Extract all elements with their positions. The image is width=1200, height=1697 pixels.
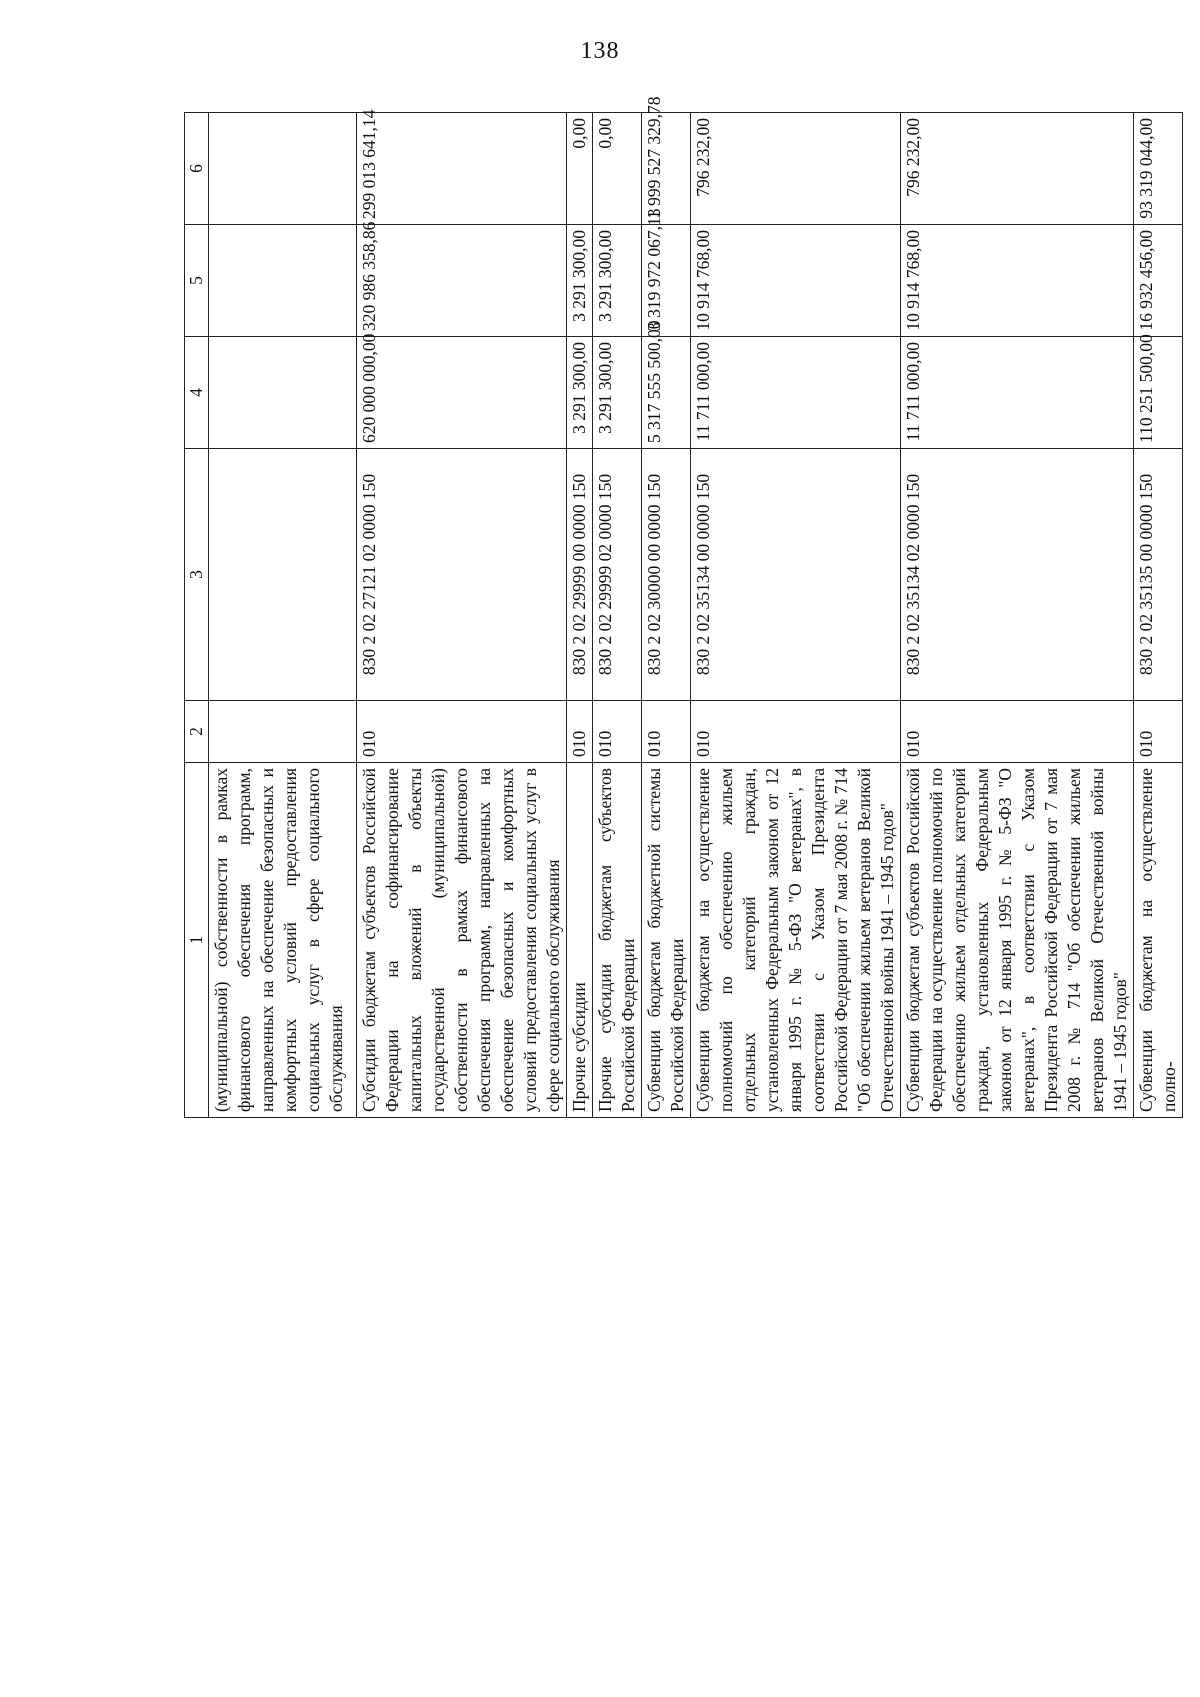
row-code: 010 [593, 701, 642, 763]
row-value-5 [209, 225, 357, 337]
row-code [209, 701, 357, 763]
row-value-6: 299 013 641,14 [357, 113, 567, 225]
row-kbk: 830 2 02 30000 00 0000 150 [642, 449, 691, 701]
table-row [567, 113, 593, 1118]
row-code: 010 [642, 701, 691, 763]
table-row [1134, 113, 1183, 1118]
table-header-row [185, 113, 209, 1118]
row-code: 010 [901, 701, 1134, 763]
row-name: Прочие субсидии [567, 763, 593, 1118]
column-header: 2 [185, 701, 209, 763]
row-name: Субвенции бюджетам бюджетной системы Российской Федерации [642, 763, 691, 1118]
budget-table [184, 96, 1183, 1118]
row-kbk: 830 2 02 35134 00 0000 150 [691, 449, 901, 701]
row-value-4: 5 317 555 500,00 [642, 337, 691, 449]
row-value-5: 10 914 768,00 [901, 225, 1134, 337]
row-kbk [209, 449, 357, 701]
row-name: Прочие субсидии бюджетам субъектов Российской Федерации [593, 763, 642, 1118]
table-row [691, 113, 901, 1118]
page-number: 138 [580, 38, 620, 64]
row-value-4: 11 711 000,00 [901, 337, 1134, 449]
rotated-table-wrapper [184, 96, 1179, 1118]
row-value-4: 3 291 300,00 [567, 337, 593, 449]
row-value-4: 11 711 000,00 [691, 337, 901, 449]
column-header: 4 [185, 337, 209, 449]
row-value-5: 320 986 358,86 [357, 225, 567, 337]
row-value-5: 16 932 456,00 [1134, 225, 1183, 337]
table-row [642, 113, 691, 1118]
row-kbk: 830 2 02 27121 02 0000 150 [357, 449, 567, 701]
row-value-6: 0,00 [593, 113, 642, 225]
row-value-4 [209, 337, 357, 449]
row-code: 010 [1134, 701, 1183, 763]
row-code: 010 [567, 701, 593, 763]
column-header: 3 [185, 449, 209, 701]
row-value-6: 93 319 044,00 [1134, 113, 1183, 225]
row-value-6 [209, 113, 357, 225]
row-code: 010 [357, 701, 567, 763]
column-header: 6 [185, 113, 209, 225]
row-value-5: 3 291 300,00 [567, 225, 593, 337]
row-value-6: 1 999 527 329,78 [642, 113, 691, 225]
row-name: Субвенции бюджетам субъектов Российской Федерации на осуществление полномочий по обеспечению жильем отдельных категорий граждан, установленных Федеральным законом от 12 января 1995 г. № 5-ФЗ "О ветеранах", в соответствии с Указом Президента Российской Федерации от 7 мая 2008 г. № 714 "Об обеспечении жильем ветеранов Великой Отечественной войны 1941 – 1945 годов" [901, 763, 1134, 1118]
row-value-4: 3 291 300,00 [593, 337, 642, 449]
row-name: Субсидии бюджетам субъектов Российской Федерации на софинансирование капитальных вложений в объекты государственной (муниципальной) собственности в рамках финансового обеспечения программ, направленных на обеспечение безопасных и комфортных условий предоставления социальных услуг в сфере социального обслуживания [357, 763, 567, 1118]
row-kbk: 830 2 02 29999 02 0000 150 [593, 449, 642, 701]
row-value-5: 3 319 972 067,13 [642, 225, 691, 337]
row-code: 010 [691, 701, 901, 763]
row-value-6: 796 232,00 [691, 113, 901, 225]
row-value-5: 3 291 300,00 [593, 225, 642, 337]
row-kbk: 830 2 02 29999 00 0000 150 [567, 449, 593, 701]
row-kbk: 830 2 02 35135 00 0000 150 [1134, 449, 1183, 701]
column-header: 1 [185, 763, 209, 1118]
row-value-6: 0,00 [567, 113, 593, 225]
row-value-4: 620 000 000,00 [357, 337, 567, 449]
column-header: 5 [185, 225, 209, 337]
row-name: (муниципальной) собственности в рамках финансового обеспечения программ, направленных на обеспечение безопасных и комфортных условий предоставления социальных услуг в сфере социального обслуживания [209, 763, 357, 1118]
row-value-4: 110 251 500,00 [1134, 337, 1183, 449]
table-row [209, 113, 357, 1118]
row-name: Субвенции бюджетам на осуществление полномочий по обеспечению жильем отдельных категорий граждан, установленных Федеральным законом от 12 января 1995 г. № 5-ФЗ "О ветеранах", в соответствии с Указом Президента Российской Федерации от 7 мая 2008 г. № 714 "Об обеспечении жильем ветеранов Великой Отечественной войны 1941 – 1945 годов" [691, 763, 901, 1118]
row-kbk: 830 2 02 35134 02 0000 150 [901, 449, 1134, 701]
row-value-6: 796 232,00 [901, 113, 1134, 225]
row-name: Субвенции бюджетам на осуществление полно- [1134, 763, 1183, 1118]
row-value-5: 10 914 768,00 [691, 225, 901, 337]
table-row [901, 113, 1134, 1118]
table-row [357, 113, 567, 1118]
table-row [593, 113, 642, 1118]
